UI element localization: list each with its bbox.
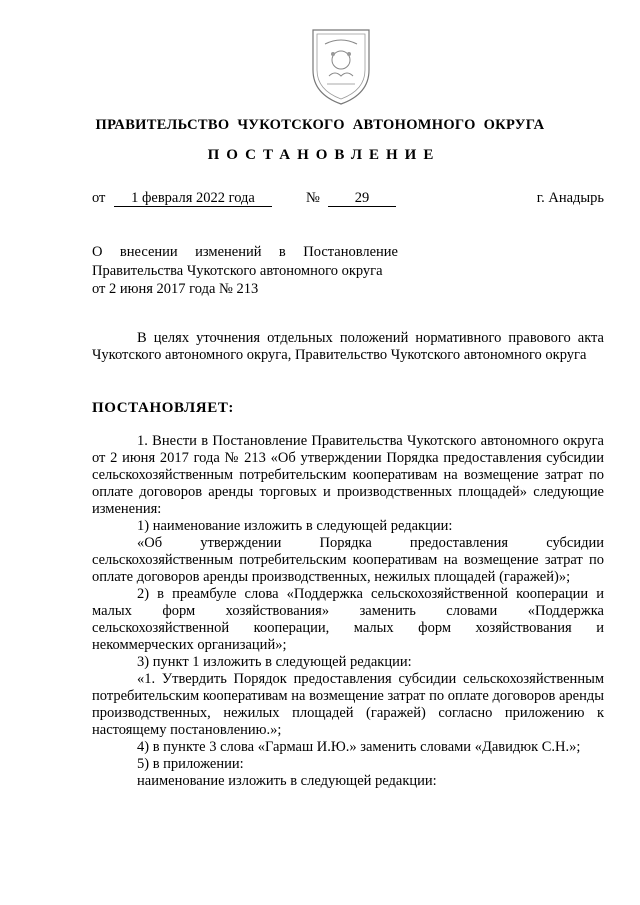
- document-number: 29: [328, 190, 396, 207]
- preamble-block: [92, 330, 604, 364]
- coat-of-arms-icon: [305, 24, 377, 108]
- preamble-paragraph: В целях уточнения отдельных положений нормативного правового акта Чукотского автономного округа, Правительство Чукотского автономного округа: [92, 330, 604, 363]
- body-paragraph: 5) в приложении:: [137, 756, 244, 772]
- body-paragraph: 1) наименование изложить в следующей редакции:: [137, 518, 453, 534]
- body-paragraph: 4) в пункте 3 слова «Гармаш И.Ю.» заменить словами «Давидюк С.Н.»;: [137, 739, 581, 755]
- document-type-title: ПОСТАНОВЛЕНИЕ: [207, 147, 441, 163]
- government-title: ПРАВИТЕЛЬСТВО ЧУКОТСКОГО АВТОНОМНОГО ОКРУГА: [95, 117, 545, 133]
- body-paragraph: 3) пункт 1 изложить в следующей редакции:: [137, 654, 412, 670]
- body-paragraph: 1. Внести в Постановление Правительства Чукотского автономного округа от 2 июня 2017 года № 213 «Об утверждении Порядка предоставления субсидии сельскохозяйственным потребительским кооперативам на возмещение затрат по оплате договоров аренды торговых и производственных площадей» следующие изменения:: [92, 433, 604, 517]
- document-meta: [92, 190, 604, 210]
- subject-line: от 2 июня 2017 года № 213: [92, 281, 259, 297]
- document-date: 1 февраля 2022 года: [114, 190, 272, 207]
- subject-line: О внесении изменений в Постановление: [92, 244, 398, 260]
- from-label: от: [92, 190, 106, 206]
- body-paragraph: 2) в преамбуле слова «Поддержка сельскохозяйственной кооперации и малых форм хозяйствования» заменить словами «Поддержка сельскохозяйственной кооперации, малых форм хозяйствования и некоммерческих организаций»;: [92, 586, 604, 653]
- body-paragraph: «1. Утвердить Порядок предоставления субсидии сельскохозяйственным потребительским кооперативам на возмещение затрат по оплате договоров аренды производственных, нежилых площадей (гаражей) согласно приложению к настоящему постановлению.»;: [92, 671, 604, 738]
- body-paragraph: наименование изложить в следующей редакции:: [137, 773, 437, 789]
- number-label: №: [306, 190, 320, 206]
- subject-line: Правительства Чукотского автономного округа: [92, 262, 383, 279]
- decree-body: [92, 433, 604, 790]
- body-paragraph: «Об утверждении Порядка предоставления субсидии сельскохозяйственным потребительским кооперативам на возмещение затрат по оплате договоров аренды производственных, нежилых площадей (гаражей)»;: [92, 535, 604, 585]
- document-subject: [92, 243, 398, 299]
- city-name: г. Анадырь: [536, 190, 604, 206]
- decree-heading: ПОСТАНОВЛЯЕТ:: [92, 400, 235, 416]
